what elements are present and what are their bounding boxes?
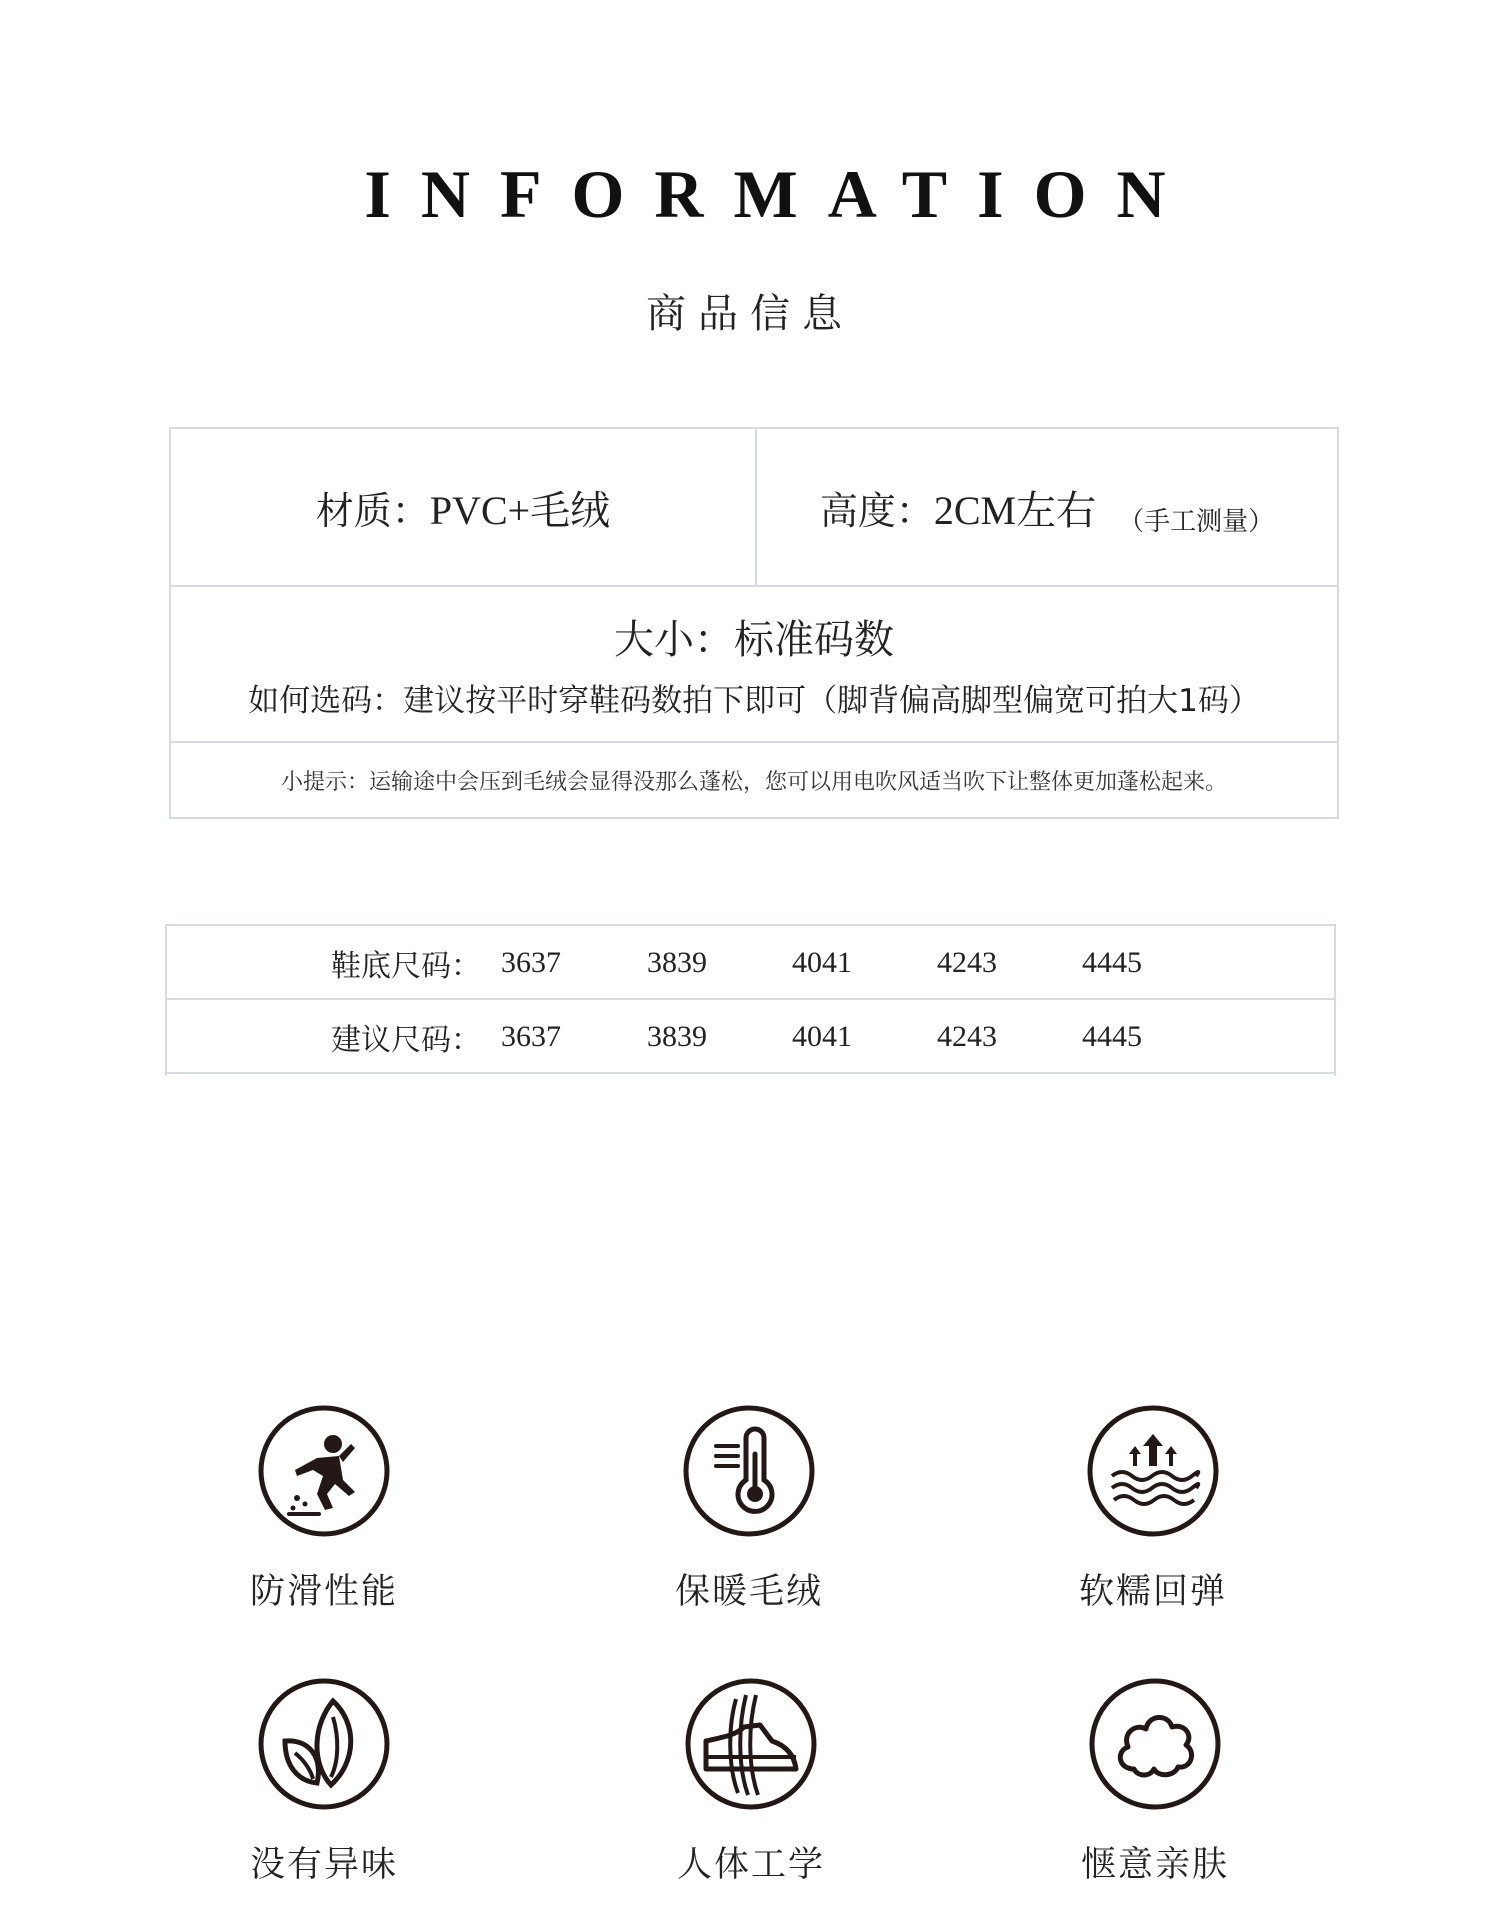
slip-resistant-icon (257, 1404, 391, 1538)
size-row-sole (167, 926, 1334, 1000)
feature-ergonomic (601, 1677, 901, 1887)
size-value: 4445 (1082, 946, 1142, 979)
feature-label: 人体工学 (676, 1845, 825, 1885)
size-value: 4445 (1082, 1020, 1142, 1053)
size-value: 3839 (647, 1020, 707, 1053)
height-value: 2CM左右 (933, 487, 1097, 533)
ergonomic-shoe-icon (684, 1677, 818, 1811)
height-cell (757, 429, 1337, 585)
feature-label: 防滑性能 (249, 1572, 398, 1612)
size-row-recommended (167, 1000, 1334, 1074)
size-value: 4243 (937, 946, 997, 979)
material-text (316, 479, 610, 536)
size-value: 3637 (501, 946, 561, 979)
feature-no-odor (174, 1677, 474, 1887)
row-label: 鞋底尺码： (331, 949, 481, 984)
feature-anti-slip (174, 1404, 474, 1614)
height-note: （手工测量） (1118, 506, 1275, 537)
page-subtitle: 商品信息 (646, 291, 854, 337)
material-value: PVC+毛绒 (429, 487, 611, 533)
page-title: INFORMATION (364, 156, 1196, 232)
feature-label: 惬意亲肤 (1080, 1845, 1229, 1885)
feature-label: 保暖毛绒 (674, 1572, 823, 1612)
size-title: 大小：标准码数 (614, 617, 894, 663)
thermometer-icon (682, 1404, 816, 1538)
cloud-icon (1088, 1677, 1222, 1811)
product-info-table (169, 427, 1339, 819)
feature-skin-friendly (1005, 1677, 1305, 1887)
size-advice: 如何选码：建议按平时穿鞋码数拍下即可（脚背偏高脚型偏宽可拍大1码） (248, 683, 1260, 719)
material-label: 材质： (315, 488, 430, 533)
size-chart (165, 924, 1336, 1076)
size-value: 4041 (792, 946, 852, 979)
tip-text: 小提示：运输途中会压到毛绒会显得没那么蓬松，您可以用电吹风适当吹下让整体更加蓬松起来。 (280, 769, 1227, 795)
height-text (820, 479, 1274, 536)
feature-label: 没有异味 (249, 1845, 398, 1885)
size-value: 3839 (647, 946, 707, 979)
feature-label: 软糯回弹 (1078, 1572, 1227, 1612)
height-label: 高度： (819, 488, 934, 533)
feature-warm-plush (599, 1404, 899, 1614)
leaves-icon (257, 1677, 391, 1811)
row-label: 建议尺码： (331, 1023, 481, 1058)
tip-cell (171, 743, 1337, 817)
size-cell (171, 587, 1337, 741)
size-value: 4041 (792, 1020, 852, 1053)
rebound-waves-icon (1086, 1404, 1220, 1538)
size-value: 4243 (937, 1020, 997, 1053)
size-value: 3637 (501, 1020, 561, 1053)
feature-soft-rebound (1003, 1404, 1303, 1614)
material-cell (171, 429, 755, 585)
